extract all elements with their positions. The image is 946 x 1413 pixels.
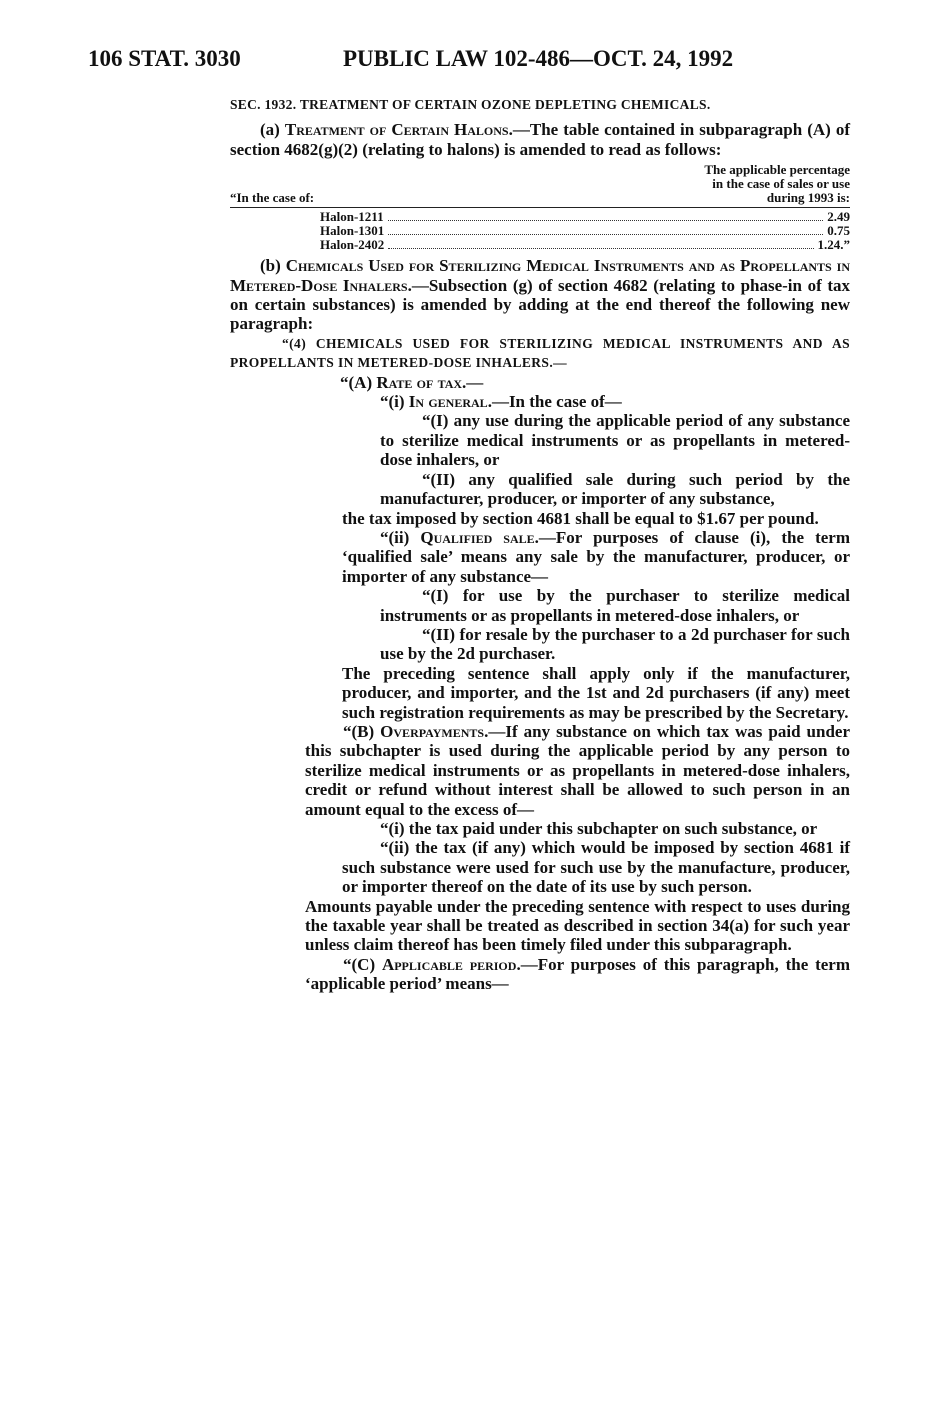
subclause-I-2: “(I) for use by the purchaser to sterilize medical instruments or as propellants in metered-dose inhalers, or (380, 586, 850, 625)
subsection-a: (a) Treatment of Certain Halons.—The table contained in subparagraph (A) of section 4682(g)(2) (relating to halons) is amended to read as follows: (230, 120, 850, 159)
running-header (88, 46, 850, 80)
document-body (230, 95, 850, 994)
subsection-a-title: Treatment of Certain Halons (284, 120, 509, 140)
table-row: Halon-1301 0.75 (320, 223, 850, 239)
subclause-I-1: “(I) any use during the applicable period of any substance to sterilize medical instruments or as propellants in metered-dose inhalers, or (380, 411, 850, 470)
public-law-citation: PUBLIC LAW 102-486—OCT. 24, 1992 (343, 46, 734, 71)
subsection-b-title: Chemicals Used for Sterilizing Medical Instruments and as Propellants in Metered-Dose Inhalers (230, 256, 850, 295)
registration-text: The preceding sentence shall apply only if the manufacturer, producer, and importer, and the 1st and 2d purchasers (if any) meet such registration requirements as may be prescribed by the Secretary. (342, 663, 850, 722)
table-right-heading: The applicable percentage in the case of sales or use during 1993 is: (704, 162, 850, 206)
overpayment-clause-ii: “(ii) the tax (if any) which would be imposed by section 4681 if such substance were used for such use by the manufacture, producer, or importer thereof on the date of its use by such person. (342, 838, 850, 897)
amounts-payable-text: Amounts payable under the preceding sentence with respect to uses during the taxable year shall be treated as described in section 34(a) for such year unless claim thereof has been timely filed under this subparagraph. (305, 896, 850, 955)
table-left-heading: “In the case of: (230, 190, 315, 206)
table-row: Halon-1211 2.49 (320, 209, 850, 225)
subparagraph-a-heading: “(A) Rate of tax.— (340, 372, 484, 392)
table-header (230, 163, 850, 205)
stat-page-number: 106 STAT. 3030 (88, 46, 241, 71)
subparagraph-b: “(B) Overpayments.—If any substance on which tax was paid under this subchapter is used during the applicable period by any person to sterilize medical instruments or as propellants in metered-dose inhalers, credit or refund without interest shall be allowed to such person in an amount equal to the excess of— (305, 721, 850, 819)
subparagraph-c: “(C) Applicable period.—For purposes of this paragraph, the term ‘applicable period’ means— (305, 954, 850, 994)
paragraph-4-heading: “(4) CHEMICALS USED FOR STERILIZING MEDICAL INSTRUMENTS AND AS PROPELLANTS IN METERED-DOSE INHALERS.— (230, 335, 850, 371)
table-rule (230, 207, 850, 208)
overpayment-clause-i: “(i) the tax paid under this subchapter on such substance, or (380, 819, 818, 838)
subclause-II-1: “(II) any qualified sale during such period by the manufacturer, producer, or importer of any substance, (380, 469, 850, 509)
section-heading: SEC. 1932. TREATMENT OF CERTAIN OZONE DEPLETING CHEMICALS. (230, 97, 711, 112)
clause-ii: “(ii) Qualified sale.—For purposes of clause (i), the term ‘qualified sale’ means any sale by the manufacturer, producer, or importer of any substance— (342, 527, 850, 586)
tax-rate-text: the tax imposed by section 4681 shall be equal to $1.67 per pound. (342, 508, 819, 528)
subsection-b: (b) Chemicals Used for Sterilizing Medical Instruments and as Propellants in Metered-Dose Inhalers.—Subsection (g) of section 4682 (relating to phase-in of tax on certain substances) is amended by adding at the end thereof the following new paragraph: (230, 256, 850, 334)
subclause-II-2: “(II) for resale by the purchaser to a 2d purchaser for such use by the 2d purchaser. (380, 624, 850, 664)
halon-table (230, 163, 850, 252)
clause-i: “(i) In general.—In the case of— (380, 392, 622, 412)
table-row: Halon-2402 1.24.” (320, 237, 850, 253)
